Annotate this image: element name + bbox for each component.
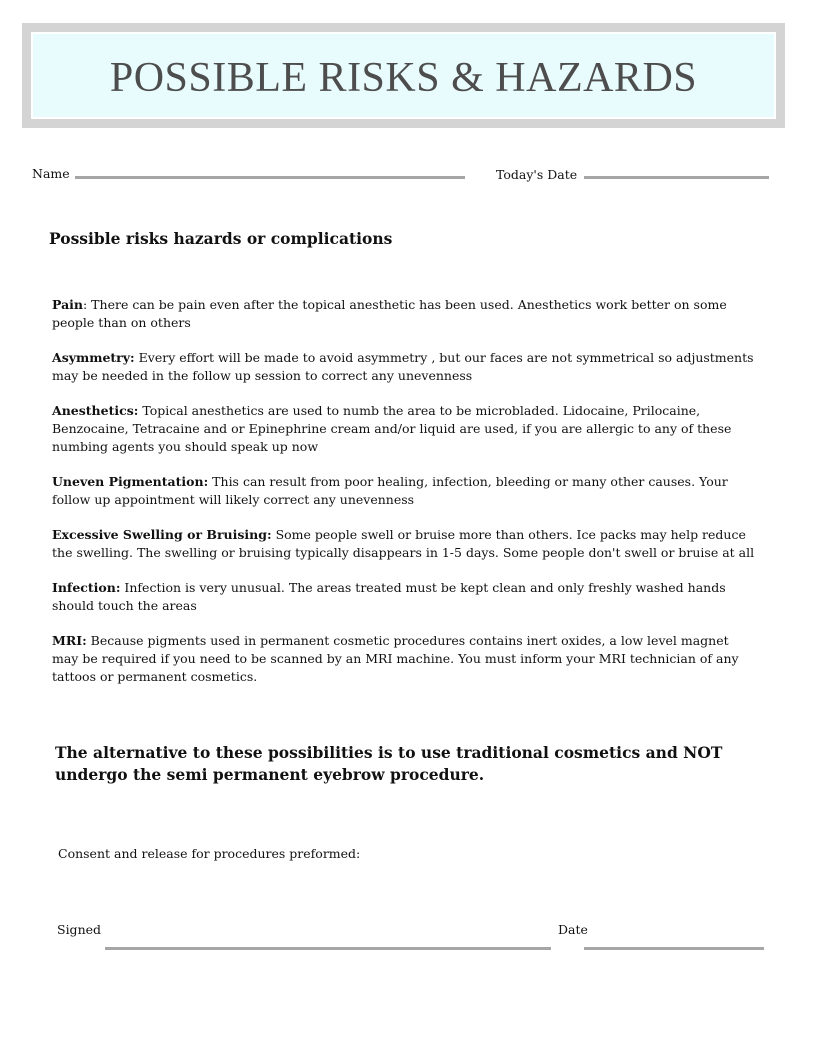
risk-term: Uneven Pigmentation: [52,474,209,489]
risk-term: Pain [52,297,83,312]
signed-label: Signed [57,922,102,937]
risk-text: This can result from poor healing, infection, bleeding or many other causes. Your follow up appointment will likely correct any unevenness [52,474,728,507]
risk-text: : There can be pain even after the topical anesthetic has been used. Anesthetics work better on some people than on others [52,297,727,330]
consent-date-label: Date [558,922,588,937]
risk-text: Because pigments used in permanent cosmetic procedures contains inert oxides, a low level magnet may be required if you need to be scanned by an MRI machine. You must inform your MRI technician of any tattoos or permanent cosmetics. [52,633,739,684]
section-title: Possible risks hazards or complications [49,229,393,248]
risk-item-swelling-bruising [52,526,757,562]
page-title: POSSIBLE RISKS & HAZARDS [109,54,698,101]
title-banner-inner [31,32,776,119]
risk-text: Topical anesthetics are used to numb the area to be microbladed. Lidocaine, Prilocaine, Benzocaine, Tetracaine and or Epinephrine cream and/or liquid are used, if you are allergic to any of these numbing agents you should speak up now [52,403,732,454]
risk-term: Excessive Swelling or Bruising: [52,527,272,542]
risk-term: MRI: [52,633,87,648]
risk-text: Infection is very unusual. The areas treated must be kept clean and only freshly washed hands should touch the areas [52,580,726,613]
title-banner [22,23,785,128]
risk-item-infection [52,579,757,615]
consent-text: Consent and release for procedures preformed: [58,846,361,861]
risk-list [52,296,757,703]
risk-item-uneven-pigmentation [52,473,757,509]
signature-line[interactable] [105,947,551,950]
risk-item-pain [52,296,757,332]
risk-term: Asymmetry: [52,350,135,365]
consent-date-line[interactable] [584,947,764,950]
todays-date-label: Today's Date [496,167,578,182]
risk-item-asymmetry [52,349,757,385]
risk-item-anesthetics [52,402,757,456]
todays-date-line[interactable] [584,176,769,179]
risk-text: Some people swell or bruise more than others. Ice packs may help reduce the swelling. The swelling or bruising typically disappears in 1-5 days. Some people don't swell or bruise at all [52,527,755,560]
risk-term: Anesthetics: [52,403,139,418]
name-label: Name [32,166,70,181]
risk-term: Infection: [52,580,121,595]
risk-text: Every effort will be made to avoid asymmetry , but our faces are not symmetrical so adjustments may be needed in the follow up session to correct any unevenness [52,350,754,383]
risk-item-mri [52,632,757,686]
alternative-statement: The alternative to these possibilities is to use traditional cosmetics and NOT undergo the semi permanent eyebrow procedure. [55,743,723,784]
name-line[interactable] [75,176,465,179]
